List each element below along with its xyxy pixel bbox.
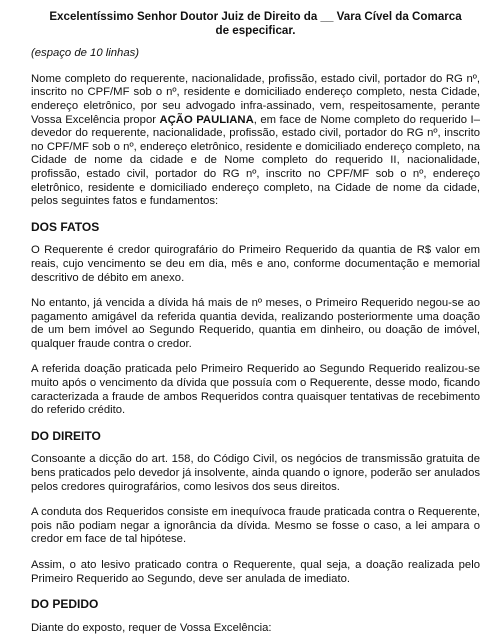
intro-paragraph — [31, 73, 480, 209]
direito-paragraph-2: A conduta dos Requeridos consiste em inequívoca fraude praticada contra o Requerente, pois não podiam negar a ignorância da dívida. Mesmo se fosse o caso, a lei ampara o credor em face de tal hipótese. — [31, 506, 480, 546]
fatos-paragraph-3: A referida doação praticada pelo Primeiro Requerido ao Segundo Requerido realizou-se muito após o vencimento da dívida que possuía com o Requerente, desse modo, ficando caracterizada a fraude de ambos Requeridos contra quaisquer tentativas de recebimento do referido crédito. — [31, 363, 480, 417]
action-name: AÇÃO PAULIANA — [159, 113, 254, 126]
direito-paragraph-1: Consoante a dicção do art. 158, do Código Civil, os negócios de transmissão gratuita de bens praticados pelo devedor já insolvente, ainda quando o ignore, poderão ser anulados pelos credores quirografários, como lesivos dos seus direitos. — [31, 453, 480, 493]
title-line-2: de especificar. — [215, 23, 296, 37]
section-heading-pedido: DO PEDIDO — [31, 597, 99, 612]
direito-paragraph-3: Assim, o ato lesivo praticado contra o Requerente, qual seja, a doação realizada pelo Primeiro Requerido ao Segundo, deve ser anulada de imediato. — [31, 559, 480, 585]
pedido-paragraph-1: Diante do exposto, requer de Vossa Excelência: — [31, 621, 272, 634]
fatos-paragraph-1: O Requerente é credor quirografário do Primeiro Requerido da quantia de R$ valor em reais, cujo vencimento se deu em dia, mês e ano, conforme documentação e memorial descritivo de débito em anexo. — [31, 244, 480, 284]
space-note: (espaço de 10 linhas) — [31, 47, 140, 60]
intro-text-start: Nome completo do requerente, nacionalidade, profissão, estado civil, portador do RG nº, inscrito no CPF/MF sob o nº, residente e domiciliado endereço completo, nesta Cidade, endereço eletrônico, por seu advogado infra-assinado, vem, respeitosamente, perante Vossa Excelência propor — [31, 72, 480, 126]
section-heading-direito: DO DIREITO — [31, 428, 101, 443]
title-line-1: Excelentíssimo Senhor Doutor Juiz de Direito da __ Vara Cível da Comarca — [49, 10, 462, 23]
fatos-paragraph-2: No entanto, já vencida a dívida há mais de nº meses, o Primeiro Requerido negou-se ao pagamento amigável da referida quantia devida, realizando posteriormente uma doação de um bem imóvel ao Segundo Requerido, quantia em dinheiro, ou doação de imóvel, qualquer fraude contra o credor. — [31, 297, 480, 350]
intro-text-end: , em face de Nome completo do requerido I–devedor do requerente, nacionalidade, profissão, estado civil, portador do RG nº, inscrito no CPF/MF sob o nº, endereço eletrônico, residente e domiciliado endereço completo, na Cidade de nome da cidade e de Nome completo do requerido II, nacionalidade, profissão, estado civil, portador do RG nº, inscrito no CPF/MF sob o nº, endereço eletrônico, residente e domiciliado endereço completo, na Cidade de nome da cidade, pelos seguintes fatos e fundamentos: — [31, 113, 480, 208]
document-title — [31, 10, 480, 37]
section-heading-fatos: DOS FATOS — [31, 219, 100, 234]
